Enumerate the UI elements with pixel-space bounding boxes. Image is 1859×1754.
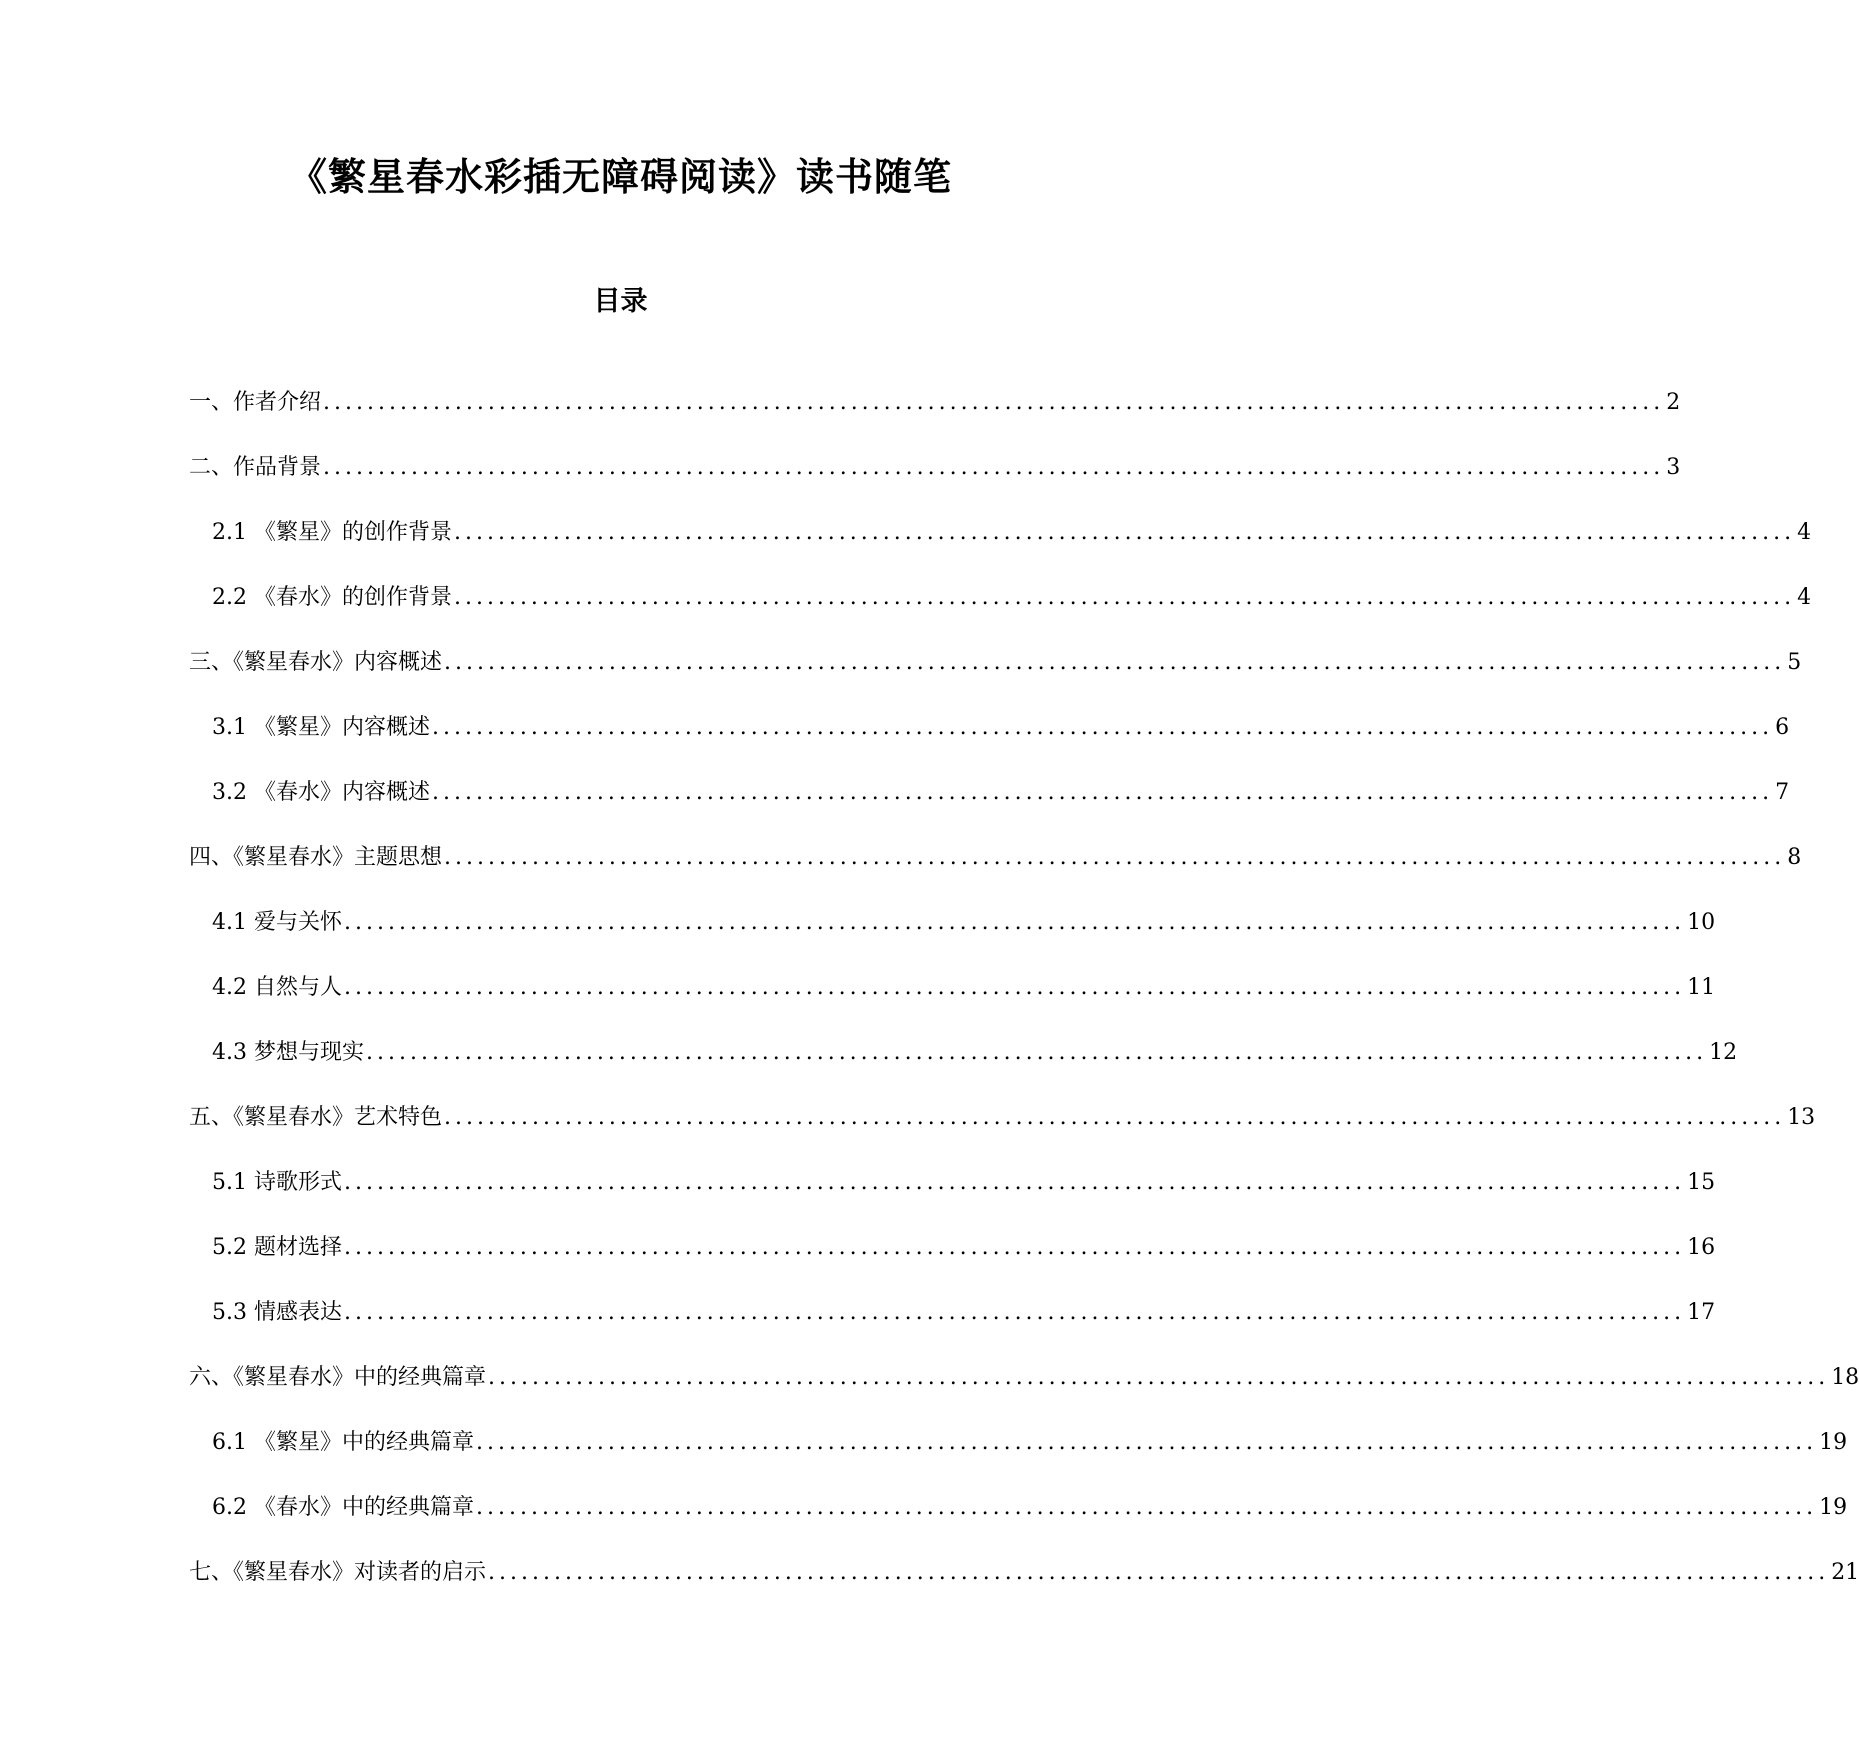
toc-entry-2-1[interactable] [0, 517, 1812, 582]
toc-entry-4-1[interactable] [0, 907, 1716, 972]
table-of-contents [0, 387, 1859, 1622]
toc-page-number: 19 [1819, 1430, 1848, 1455]
toc-page-number: 17 [1687, 1300, 1716, 1325]
toc-entry-label: 三、《繁星春水》内容概述 [189, 650, 443, 675]
toc-page-number: 16 [1687, 1235, 1716, 1260]
toc-entry-label: 5.2 题材选择 [212, 1235, 342, 1260]
toc-entry-3[interactable] [0, 647, 1802, 712]
toc-entry-label: 四、《繁星春水》主题思想 [189, 845, 443, 870]
toc-leader-dots: .......................................................................................................................... [431, 715, 1774, 740]
toc-page-number: 12 [1709, 1040, 1738, 1065]
toc-entry-2-2[interactable] [0, 582, 1812, 647]
toc-leader-dots: .......................................................................................................................... [488, 1560, 1830, 1585]
toc-leader-dots: .......................................................................................................................... [343, 1235, 1686, 1260]
toc-entry-label: 5.1 诗歌形式 [212, 1170, 342, 1195]
toc-leader-dots: .......................................................................................................................... [444, 845, 1786, 870]
toc-leader-dots: .......................................................................................................................... [475, 1495, 1818, 1520]
toc-leader-dots: .......................................................................................................................... [453, 520, 1796, 545]
toc-entry-label: 4.3 梦想与现实 [212, 1040, 364, 1065]
toc-entry-4-3[interactable] [0, 1037, 1738, 1102]
toc-page-number: 13 [1787, 1105, 1816, 1130]
toc-leader-dots: .......................................................................................................................... [453, 585, 1796, 610]
toc-entry-label: 3.1 《繁星》内容概述 [212, 715, 430, 740]
toc-leader-dots: .......................................................................................................................... [365, 1040, 1708, 1065]
toc-leader-dots: .......................................................................................................................... [444, 1105, 1786, 1130]
toc-entry-label: 2.1 《繁星》的创作背景 [212, 520, 452, 545]
toc-entry-label: 2.2 《春水》的创作背景 [212, 585, 452, 610]
toc-entry-3-1[interactable] [0, 712, 1790, 777]
toc-leader-dots: .......................................................................................................................... [343, 975, 1686, 1000]
toc-entry-label: 七、《繁星春水》对读者的启示 [189, 1560, 487, 1585]
toc-leader-dots: .......................................................................................................................... [444, 650, 1786, 675]
toc-entry-label: 二、作品背景 [189, 455, 322, 480]
toc-entry-label: 4.1 爱与关怀 [212, 910, 342, 935]
toc-entry-label: 4.2 自然与人 [212, 975, 342, 1000]
toc-entry-5-2[interactable] [0, 1232, 1716, 1297]
toc-entry-2[interactable] [0, 452, 1681, 517]
toc-entry-5[interactable] [0, 1102, 1816, 1167]
toc-entry-6-1[interactable] [0, 1427, 1848, 1492]
toc-page-number: 6 [1775, 715, 1790, 740]
toc-page-number: 5 [1787, 650, 1802, 675]
toc-entry-4[interactable] [0, 842, 1802, 907]
toc-entry-label: 3.2 《春水》内容概述 [212, 780, 430, 805]
toc-page-number: 4 [1797, 520, 1812, 545]
toc-entry-5-1[interactable] [0, 1167, 1716, 1232]
toc-page-number: 4 [1797, 585, 1812, 610]
toc-entry-label: 6.2 《春水》中的经典篇章 [212, 1495, 474, 1520]
toc-page-number: 15 [1687, 1170, 1716, 1195]
toc-leader-dots: .......................................................................................................................... [488, 1365, 1830, 1390]
toc-page-number: 19 [1819, 1495, 1848, 1520]
toc-leader-dots: .......................................................................................................................... [323, 390, 1665, 415]
toc-entry-label: 六、《繁星春水》中的经典篇章 [189, 1365, 487, 1390]
toc-leader-dots: .......................................................................................................................... [323, 455, 1665, 480]
toc-entry-label: 一、作者介绍 [189, 390, 322, 415]
toc-entry-1[interactable] [0, 387, 1681, 452]
toc-entry-4-2[interactable] [0, 972, 1716, 1037]
toc-page-number: 8 [1787, 845, 1802, 870]
toc-leader-dots: .......................................................................................................................... [343, 1170, 1686, 1195]
toc-page-number: 18 [1831, 1365, 1859, 1390]
toc-page-number: 2 [1666, 390, 1681, 415]
toc-leader-dots: .......................................................................................................................... [343, 910, 1686, 935]
toc-leader-dots: .......................................................................................................................... [475, 1430, 1818, 1455]
toc-heading: 目录 [593, 286, 648, 317]
toc-entry-6[interactable] [0, 1362, 1859, 1427]
toc-entry-label: 6.1 《繁星》中的经典篇章 [212, 1430, 474, 1455]
toc-entry-6-2[interactable] [0, 1492, 1848, 1557]
toc-entry-label: 5.3 情感表达 [212, 1300, 342, 1325]
toc-leader-dots: .......................................................................................................................... [431, 780, 1774, 805]
toc-page-number: 21 [1831, 1560, 1859, 1585]
document-title: 《繁星春水彩插无障碍阅读》读书随笔 [288, 154, 952, 199]
toc-entry-label: 五、《繁星春水》艺术特色 [189, 1105, 443, 1130]
toc-page-number: 11 [1687, 975, 1716, 1000]
toc-entry-3-2[interactable] [0, 777, 1790, 842]
toc-page-number: 3 [1666, 455, 1681, 480]
toc-page-number: 10 [1687, 910, 1716, 935]
toc-entry-5-3[interactable] [0, 1297, 1716, 1362]
toc-entry-7[interactable] [0, 1557, 1859, 1622]
toc-leader-dots: .......................................................................................................................... [343, 1300, 1686, 1325]
toc-page-number: 7 [1775, 780, 1790, 805]
